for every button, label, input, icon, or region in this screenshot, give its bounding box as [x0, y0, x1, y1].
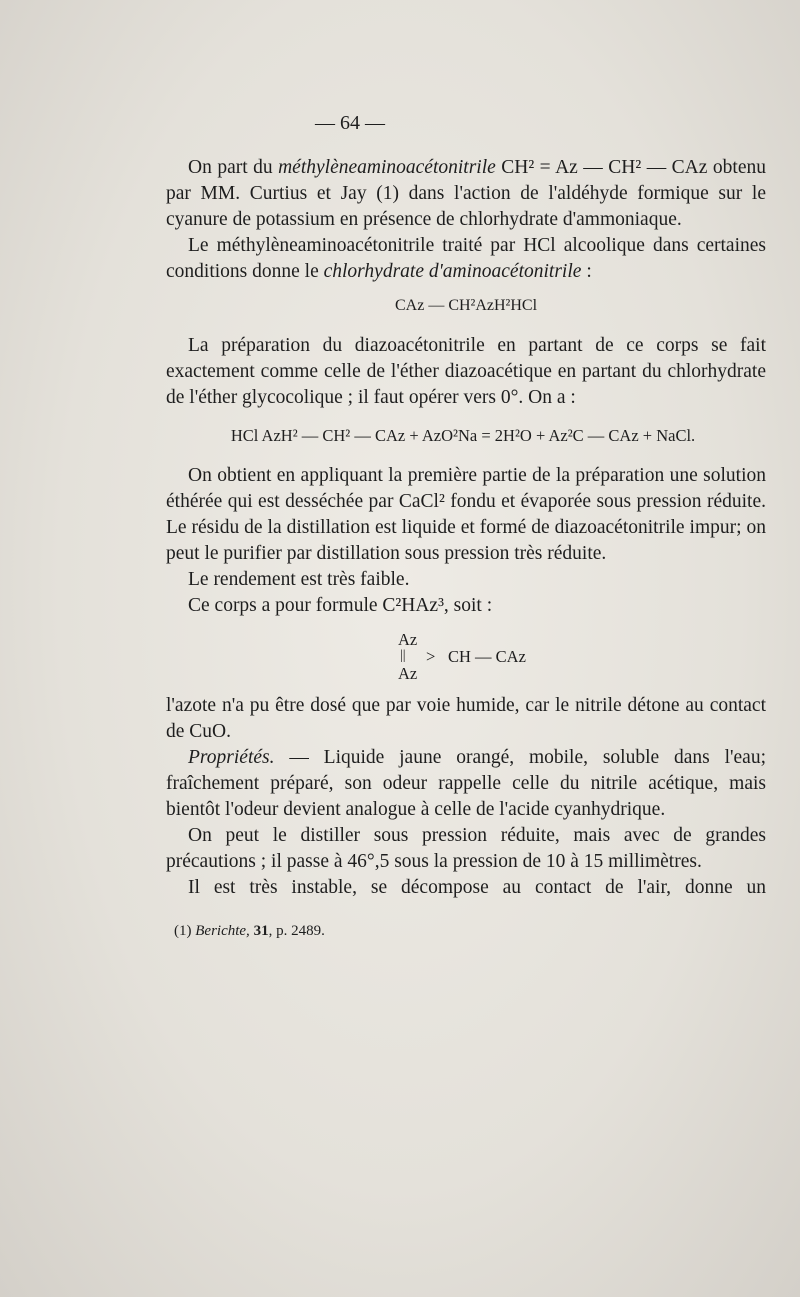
- p2-rest: :: [581, 261, 592, 282]
- p1-rest: CH² = Az — CH² — CAz obtenu par MM. Curtius et Jay (1) dans l'action de l'aldéhyde formique sur le cyanure de potassium en présence de chlorhydrate d'ammoniaque.: [166, 157, 766, 230]
- paragraph-8: [166, 745, 766, 823]
- paragraph-10: Il est très instable, se décompose au contact de l'air, donne un: [188, 877, 766, 898]
- footnote-italic: Berichte,: [195, 923, 250, 939]
- footnote-mark: (1): [174, 923, 192, 939]
- p1-lead: On part du: [188, 157, 279, 178]
- struct-bracket: >: [426, 647, 436, 666]
- struct-top: Az: [398, 630, 418, 649]
- p1-italic: méthylèneaminoacétonitrile: [278, 157, 496, 178]
- footnote: [166, 921, 766, 941]
- paragraph-2: [166, 233, 766, 285]
- paragraph-6: Ce corps a pour formule C²HAz³, soit :: [188, 595, 493, 616]
- body-text: [166, 155, 766, 941]
- paragraph-7: l'azote n'a pu être dosé que par voie humide, car le nitrile détone au contact de CuO.: [166, 695, 766, 742]
- footnote-bold: 31: [253, 923, 269, 939]
- footnote-rest: , p. 2489.: [268, 923, 325, 939]
- p8-rest: — Liquide jaune orangé, mobile, soluble dans l'eau; fraîchement préparé, son odeur rappelle celle du nitrile acétique, mais bientôt l'odeur devient analogue à celle de l'acide cyanhydrique.: [166, 747, 766, 820]
- reaction-equation: HCl AzH² — CH² — CAz + AzO²Na = 2H²O + Az²C — CAz + NaCl.: [230, 426, 696, 445]
- structural-formula: [166, 627, 766, 687]
- paragraph-9: On peut le distiller sous pression réduite, mais avec de grandes précautions ; il passe à 46°,5 sous la pression de 10 à 15 millimètres.: [166, 825, 766, 872]
- paragraph-1: [166, 155, 766, 233]
- page-number: — 64 —: [315, 112, 385, 134]
- p8-italic: Propriétés.: [188, 747, 275, 768]
- formula-aminoacetonitrile: CAz — CH²AzH²HCl: [394, 297, 538, 314]
- struct-bottom: Az: [398, 664, 418, 683]
- struct-bond: ||: [400, 648, 406, 663]
- p2-italic: chlorhydrate d'aminoacétonitrile: [323, 261, 582, 282]
- paragraph-4: On obtient en appliquant la première partie de la préparation une solution éthérée qui est desséchée par CaCl² fondu et évaporée sous pression réduite. Le résidu de la distillation est liquide et formé de diazoacétonitrile impur; on peut le purifier par distillation sous pression très réduite.: [166, 465, 766, 564]
- struct-right: CH — CAz: [448, 647, 526, 666]
- p2-lead: Le méthylèneaminoacétonitrile traité par HCl alcoolique dans certaines conditions donne le: [166, 235, 766, 282]
- paragraph-5: Le rendement est très faible.: [188, 569, 410, 590]
- paragraph-3: La préparation du diazoacétonitrile en partant de ce corps se fait exactement comme celle de l'éther diazoacétique en partant du chlorhydrate de l'éther glycocolique ; il faut opérer vers 0°. On a :: [166, 335, 766, 408]
